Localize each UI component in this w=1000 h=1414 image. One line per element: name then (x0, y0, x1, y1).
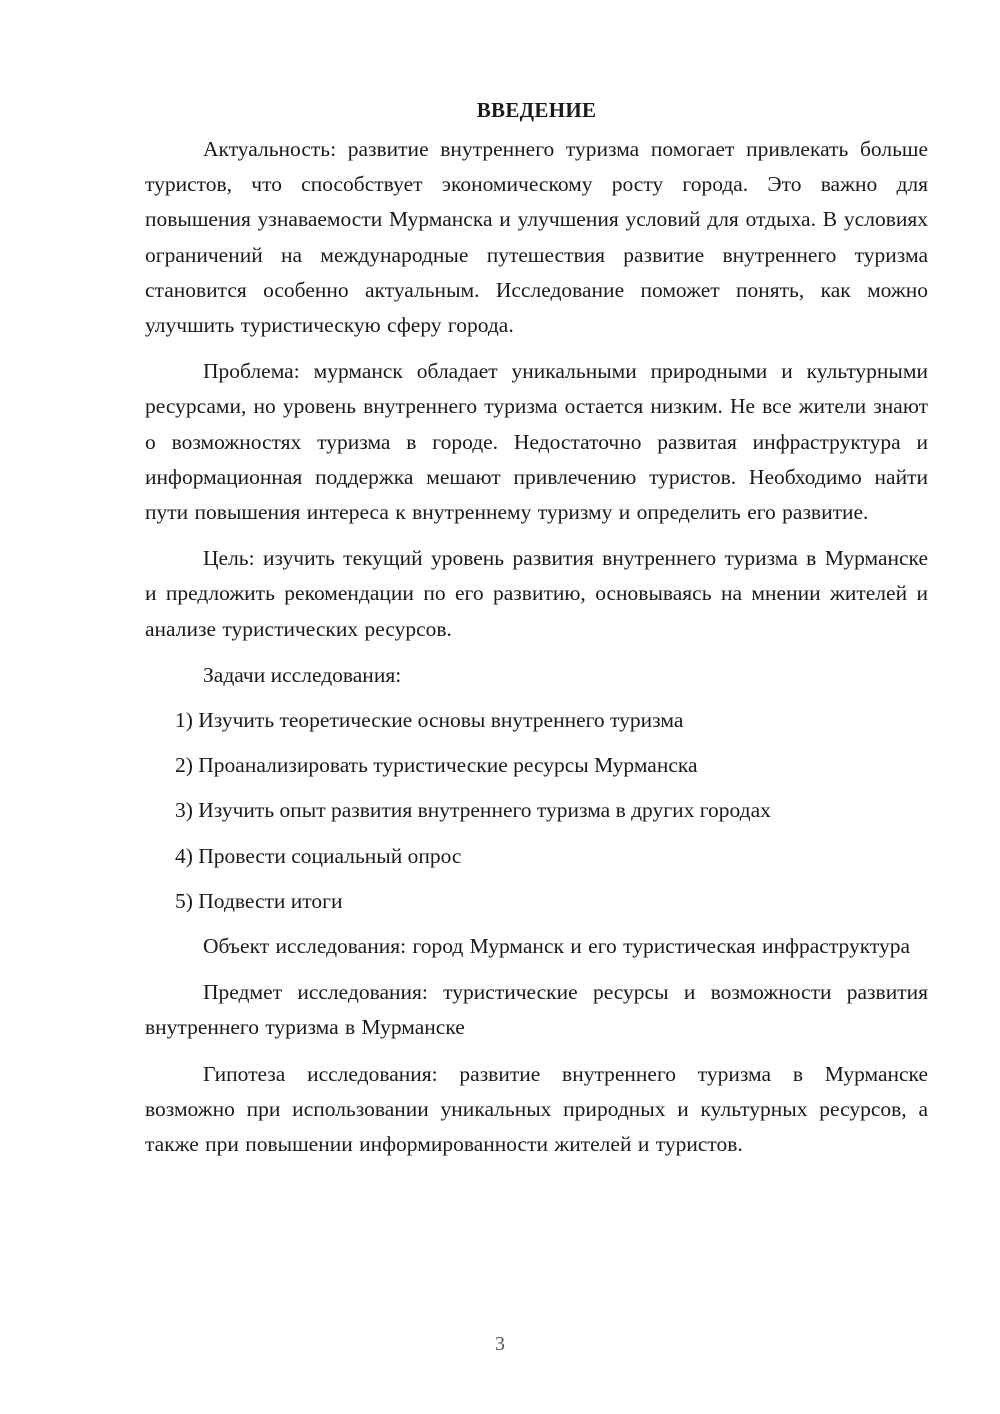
document-page (145, 92, 928, 1173)
tasks-list (145, 703, 928, 919)
paragraph-subject: Предмет исследования: туристические ресурсы и возможности развития внутреннего туризма в Мурманске (145, 980, 928, 1040)
page-number: 3 (495, 1333, 505, 1355)
task-item: 1) Изучить теоретические основы внутреннего туризма (175, 708, 684, 733)
paragraph-problem: Проблема: мурманск обладает уникальными природными и культурными ресурсами, но уровень внутреннего туризма остается низким. Не все жители знают о возможностях туризма в городе. Недостаточно развитая инфраструктура и информационная поддержка мешают привлечению туристов. Необходимо найти пути повышения интереса к внутреннему туризму и определить его развитие. (145, 359, 928, 525)
paragraph-object: Объект исследования: город Мурманск и его туристическая инфраструктура (203, 934, 911, 959)
task-item: 5) Подвести итоги (175, 888, 343, 913)
paragraph-hypothesis: Гипотеза исследования: развитие внутреннего туризма в Мурманске возможно при использовании уникальных природных и культурных ресурсов, а также при повышении информированности жителей и туристов. (145, 1061, 928, 1157)
paragraph-relevance: Актуальность: развитие внутреннего туризма помогает привлекать больше туристов, что способствует экономическому росту города. Это важно для повышения узнаваемости Мурманска и улучшения условий для отдыха. В условиях ограничений на международные путешествия развитие внутреннего туризма становится особенно актуальным. Исследование поможет понять, как можно улучшить туристическую сферу города. (145, 137, 928, 338)
tasks-heading: Задачи исследования: (203, 662, 402, 687)
page-title: ВВЕДЕНИЕ (476, 98, 597, 122)
task-item: 4) Провести социальный опрос (175, 843, 462, 868)
paragraph-goal: Цель: изучить текущий уровень развития внутреннего туризма в Мурманске и предложить рекомендации по его развитию, основываясь на мнении жителей и анализе туристических ресурсов. (145, 546, 928, 641)
task-item: 3) Изучить опыт развития внутреннего туризма в других городах (175, 798, 771, 823)
task-item: 2) Проанализировать туристические ресурсы Мурманска (175, 753, 698, 778)
